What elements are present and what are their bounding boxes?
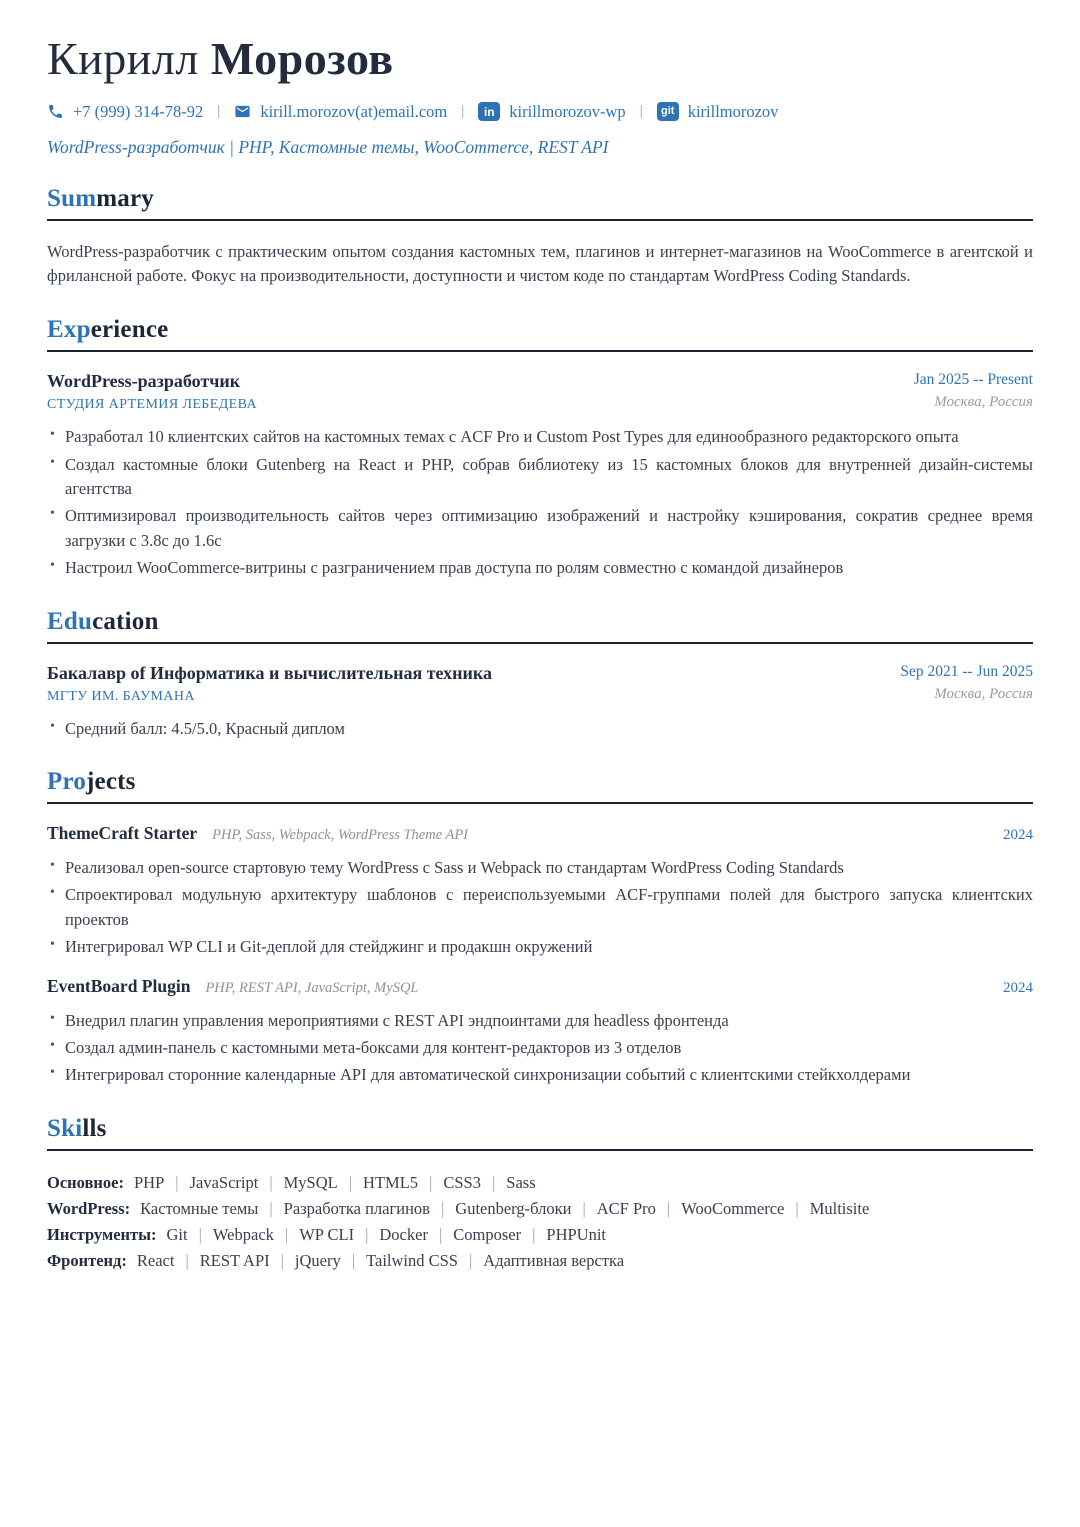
summary-heading: [47, 185, 1033, 221]
separator: |: [440, 1198, 445, 1218]
skills-items: [137, 1251, 624, 1270]
contact-separator: |: [217, 103, 221, 120]
phone-contact: [47, 102, 203, 122]
section-experience: [47, 316, 1033, 580]
heading-rest: lls: [82, 1114, 107, 1142]
separator: |: [429, 1172, 433, 1192]
page-title: [47, 34, 1033, 85]
skill-item: WooCommerce: [681, 1198, 785, 1218]
resume-header: [47, 34, 1033, 158]
email-contact: [234, 102, 447, 122]
skill-item: React: [136, 1250, 175, 1270]
bullet-item: • Спроектировал модульную архитектуру шаблонов с переиспользуемыми ACF-группами полей для быстрого запуска клиентских проектов: [47, 883, 1033, 932]
skills-label: Фронтенд:: [47, 1250, 127, 1270]
education-heading: [47, 608, 1033, 644]
company-name: СТУДИЯ АРТЕМИЯ ЛЕБЕДЕВА: [47, 397, 257, 413]
phone-icon: [47, 103, 64, 120]
tagline: WordPress-разработчик | PHP, Кастомные темы, WooCommerce, REST API: [47, 136, 609, 157]
skill-item: Webpack: [212, 1224, 274, 1244]
skill-item: CSS3: [443, 1172, 481, 1192]
location: Москва, Россия: [934, 685, 1033, 702]
separator: |: [198, 1224, 202, 1244]
date-range: Jan 2025 -- Present: [913, 371, 1033, 389]
separator: |: [269, 1172, 273, 1192]
bullet-item: • Создал кастомные блоки Gutenberg на React и PHP, собрав библиотеку из 15 кастомных блоков для внутренней дизайн-системы агентства: [47, 453, 1033, 502]
separator: |: [280, 1250, 284, 1270]
separator: |: [491, 1172, 496, 1192]
project-stack: PHP, REST API, JavaScript, MySQL: [205, 979, 419, 996]
contact-row: [47, 102, 1033, 122]
bullet-item: • Средний балл: 4.5/5.0, Красный диплом: [47, 717, 1033, 741]
skill-item: Кастомные темы: [140, 1198, 259, 1218]
separator: |: [666, 1198, 671, 1218]
separator: |: [582, 1198, 586, 1218]
heading-accent: Ski: [47, 1114, 83, 1142]
skills-label: WordPress:: [47, 1198, 131, 1218]
skills-items: [140, 1199, 869, 1218]
education-entry: [47, 663, 1033, 741]
experience-bullets: [47, 425, 1033, 580]
separator: |: [438, 1224, 443, 1244]
project-entry: [47, 823, 1033, 960]
email-icon: [234, 103, 251, 120]
bullet-item: • Разработал 10 клиентских сайтов на кастомных темах с ACF Pro и Custom Post Types для единообразного редакторского опыта: [47, 425, 1033, 449]
project-date: 2024: [1003, 979, 1033, 996]
experience-heading: [47, 316, 1033, 352]
separator: |: [532, 1224, 536, 1244]
separator: |: [468, 1250, 473, 1270]
skill-item: Sass: [506, 1172, 536, 1192]
project-entry: [47, 976, 1033, 1088]
summary-text: WordPress-разработчик с практическим опытом создания кастомных тем, плагинов и интернет-магазинов на WooCommerce в агентской и фрилансной работе. Фокус на производительности, доступности и чистом коде по стандартам WordPress Coding Standards.: [47, 241, 1033, 286]
section-education: [47, 608, 1033, 741]
git-icon: git: [657, 102, 679, 121]
skill-item: Разработка плагинов: [283, 1198, 430, 1218]
degree-title: Бакалавр of Информатика и вычислительная техника: [47, 662, 493, 683]
skill-item: PHPUnit: [546, 1224, 607, 1244]
separator: |: [185, 1250, 189, 1270]
skill-item: Composer: [453, 1224, 522, 1244]
linkedin-link[interactable]: kirillmorozov-wp: [509, 101, 626, 121]
skills-items: [134, 1173, 536, 1192]
skill-item: ACF Pro: [596, 1198, 656, 1218]
project-date: 2024: [1003, 826, 1033, 843]
skill-item: Адаптивная верстка: [483, 1250, 625, 1270]
contact-separator: |: [461, 103, 465, 120]
separator: |: [175, 1172, 179, 1192]
heading-rest: erience: [90, 316, 169, 344]
project-stack: PHP, Sass, Webpack, WordPress Theme API: [212, 826, 469, 843]
email-link[interactable]: kirill.morozov(at)email.com: [260, 101, 448, 121]
project-bullets: [47, 1009, 1033, 1088]
school-name: МГТУ ИМ. БАУМАНА: [47, 688, 195, 704]
section-projects: [47, 768, 1033, 1088]
separator: |: [795, 1198, 799, 1218]
bullet-item: • Внедрил плагин управления мероприятиями с REST API эндпоинтами для headless фронтенда: [47, 1009, 1033, 1033]
bullet-item: • Настроил WooCommerce-витрины с разграничением прав доступа по ролям совместно с командой дизайнеров: [47, 556, 1033, 580]
bullet-item: • Реализовал open-source стартовую тему WordPress с Sass и Webpack по стандартам WordPress Coding Standards: [47, 856, 1033, 880]
skills-line-tools: [47, 1222, 1033, 1248]
skills-label: Основное:: [47, 1172, 124, 1192]
skill-item: Tailwind CSS: [366, 1250, 458, 1270]
separator: |: [269, 1198, 273, 1218]
skills-line-core: [47, 1170, 1033, 1196]
skill-item: Multisite: [809, 1198, 870, 1218]
skill-item: PHP: [134, 1172, 165, 1192]
date-range: Sep 2021 -- Jun 2025: [900, 662, 1033, 680]
education-bullets: [47, 717, 1033, 741]
project-title: ThemeCraft Starter: [47, 822, 198, 843]
bullet-item: • Интегрировал WP CLI и Git-деплой для стейджинг и продакшн окружений: [47, 935, 1033, 959]
skill-item: Git: [166, 1224, 188, 1244]
job-title: WordPress-разработчик: [47, 371, 241, 392]
skills-heading: [47, 1115, 1033, 1151]
project-title: EventBoard Plugin: [47, 975, 191, 996]
last-name: Морозов: [210, 33, 394, 84]
heading-accent: Sum: [47, 184, 97, 212]
heading-accent: Edu: [47, 607, 93, 635]
section-skills: [47, 1115, 1033, 1274]
heading-accent: Exp: [47, 316, 91, 344]
skill-item: jQuery: [294, 1250, 341, 1270]
separator: |: [348, 1172, 353, 1192]
skill-item: WP CLI: [299, 1224, 355, 1244]
project-bullets: [47, 856, 1033, 960]
bullet-item: • Интегрировал сторонние календарные API для автоматической синхронизации событий с клиентскими стейкхолдерами: [47, 1063, 1033, 1087]
section-summary: [47, 185, 1033, 290]
skills-label: Инструменты:: [47, 1224, 157, 1244]
linkedin-icon: in: [478, 102, 500, 121]
heading-rest: jects: [86, 767, 136, 795]
skill-item: JavaScript: [189, 1172, 259, 1192]
github-link[interactable]: kirillmorozov: [687, 101, 779, 121]
heading-rest: mary: [96, 184, 154, 212]
skill-item: HTML5: [363, 1172, 419, 1192]
skill-item: MySQL: [283, 1172, 338, 1192]
linkedin-contact: [478, 102, 625, 122]
phone-link[interactable]: +7 (999) 314-78-92: [73, 101, 204, 121]
skill-item: Gutenberg-блоки: [455, 1198, 572, 1218]
skills-line-wordpress: [47, 1196, 1033, 1222]
experience-entry: [47, 371, 1033, 580]
bullet-item: • Создал админ-панель с кастомными мета-боксами для контент-редакторов из 3 отделов: [47, 1036, 1033, 1060]
heading-accent: Pro: [47, 767, 87, 795]
contact-separator: |: [639, 103, 643, 120]
first-name: Кирилл: [47, 33, 199, 84]
skill-item: REST API: [199, 1250, 270, 1270]
skill-item: Docker: [379, 1224, 428, 1244]
github-contact: [657, 102, 779, 122]
heading-rest: cation: [92, 607, 159, 635]
location: Москва, Россия: [934, 394, 1033, 411]
bullet-item: • Оптимизировал производительность сайтов через оптимизацию изображений и настройку кэширования, сократив среднее время загрузки с 3.8с до 1.6с: [47, 504, 1033, 553]
skills-line-frontend: [47, 1248, 1033, 1274]
skills-items: [167, 1225, 607, 1244]
separator: |: [284, 1224, 289, 1244]
projects-heading: [47, 768, 1033, 804]
separator: |: [365, 1224, 369, 1244]
separator: |: [351, 1250, 356, 1270]
